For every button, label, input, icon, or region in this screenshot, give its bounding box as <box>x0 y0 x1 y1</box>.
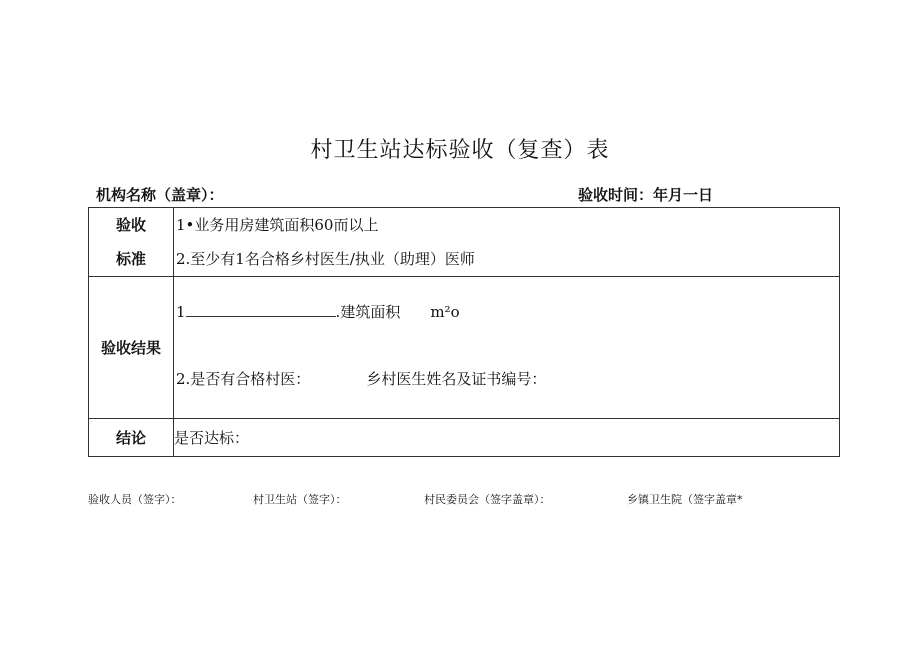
standard-label-line1: 验收 <box>115 216 146 234</box>
area-unit: m²o <box>430 302 460 321</box>
conclusion-row <box>89 419 840 457</box>
standard-label-line2: 标准 <box>115 250 146 268</box>
qualified-doctor-label: 2.是否有合格村医： <box>176 369 311 388</box>
standard-item-2: 2.至少有1名合格乡村医生/执业（助理）医师 <box>176 250 475 268</box>
page-title: 村卫生站达标验收（复查）表 <box>310 138 610 163</box>
result-line-1 <box>174 301 839 322</box>
doctor-name-cert-label: 乡村医生姓名及证书编号： <box>366 369 547 388</box>
footer-station-signature: 村卫生站（签字）： <box>253 493 347 506</box>
standard-item-1: 1•业务用房建筑面积60而以上 <box>176 216 379 234</box>
result-line1-prefix: 1 <box>176 302 186 321</box>
result-line-2 <box>174 368 839 389</box>
footer-committee-signature: 村民委员会（签字盖章）： <box>424 493 551 506</box>
result-label: 验收结果 <box>89 277 174 419</box>
acceptance-form-table <box>88 207 840 457</box>
conclusion-label: 结论 <box>89 419 174 457</box>
result-row <box>89 277 840 419</box>
footer-inspector-signature: 验收人员（签字）： <box>88 493 182 506</box>
standard-row <box>89 208 840 277</box>
result-line1-suffix: .建筑面积 <box>335 302 401 321</box>
conclusion-text: 是否达标： <box>174 419 840 457</box>
standard-content-cell <box>174 208 840 277</box>
standard-label-cell <box>89 208 174 277</box>
footer-hospital-signature: 乡镇卫生院（签字盖章* <box>627 493 743 506</box>
org-name-label: 机构名称（盖章）： <box>96 186 224 204</box>
result-content-cell <box>174 277 840 419</box>
inspection-date-label: 验收时间：年月一日 <box>578 186 714 204</box>
area-blank-field[interactable] <box>186 304 336 317</box>
